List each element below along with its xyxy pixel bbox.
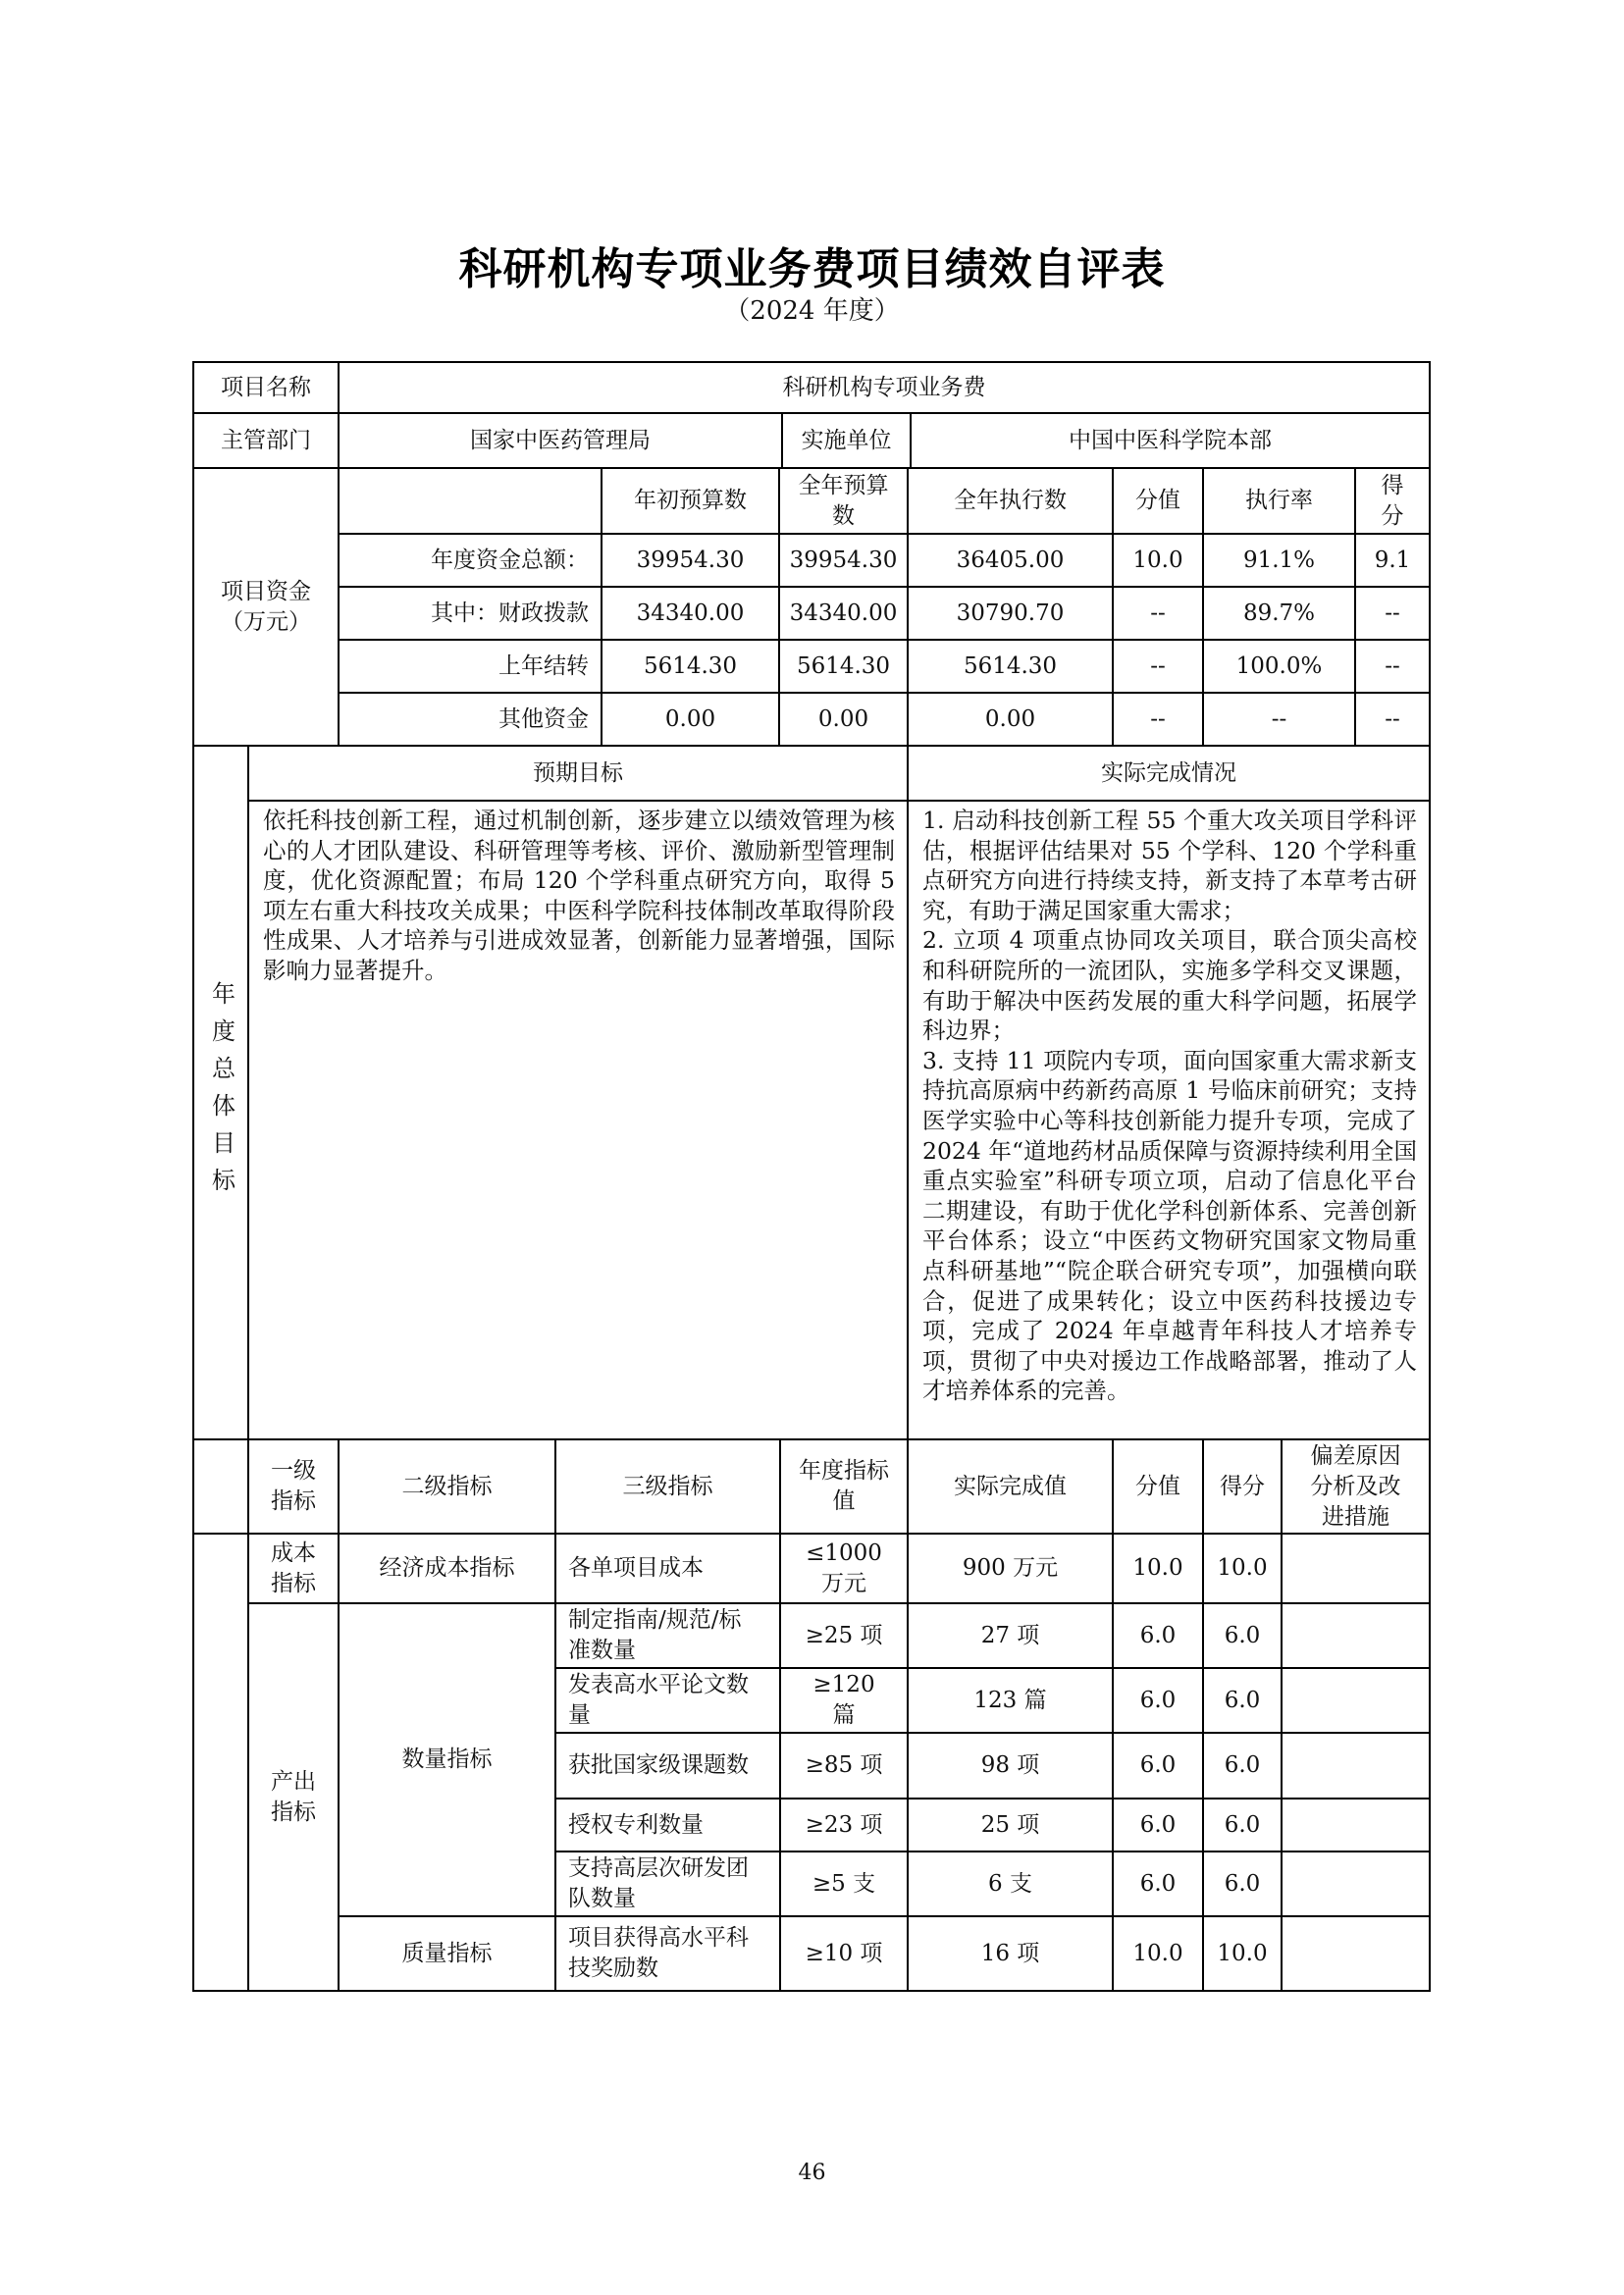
indicator-actual: 98 项 [907, 1732, 1114, 1799]
indicator-header-level1: 一级指标 [247, 1438, 340, 1535]
funds-score-value: 10.0 [1112, 533, 1204, 588]
funds-header-executed: 全年执行数 [907, 467, 1114, 535]
indicator-header-level3: 三级指标 [554, 1438, 781, 1535]
unit-value: 中国中医科学院本部 [910, 412, 1431, 469]
indicator-score: 10.0 [1202, 1533, 1283, 1604]
funds-score-value: -- [1112, 639, 1204, 694]
funds-header-score: 得分 [1354, 467, 1431, 535]
funds-score: -- [1354, 586, 1431, 641]
indicator-deviation [1281, 1533, 1431, 1604]
actual-item-1: 1. 启动科技创新工程 55 个重大攻关项目学科评估，根据评估结果对 55 个学科、120 个学科重点研究方向进行持续支持，新支持了本草考古研究，有助于满足国家重大需求； [922, 807, 1417, 924]
funds-executed: 0.00 [907, 692, 1114, 747]
indicator-score-value: 6.0 [1112, 1602, 1204, 1669]
indicator-deviation [1281, 1602, 1431, 1669]
page-subtitle: （2024 年度） [724, 296, 900, 326]
indicator-level3: 发表高水平论文数量 [554, 1667, 781, 1734]
funds-rate: -- [1202, 692, 1356, 747]
indicator-deviation [1281, 1732, 1431, 1799]
expected-goal-cell [247, 800, 909, 1440]
group-cost: 成本指标 [247, 1533, 340, 1604]
indicator-score: 6.0 [1202, 1667, 1283, 1734]
project-name-label: 项目名称 [192, 361, 340, 414]
actual-item-3: 3. 支持 11 项院内专项，面向国家重大需求新支持抗高原病中药新药高原 1 号临床前研究；支持医学实验中心等科技创新能力提升专项，完成了 2024 年“道地药材品质保障与资源持续利用全国重点实验室”科研专项立项，启动了信息化平台二期建设，有助于优化学科创新体系、完善创新平台体系；设立“中医药文物研究国家文物局重点科研基地”“院企联合研究专项”，加强横向联合，促进了成果转化；设立中医药科技援边专项，完成了 2024 年卓越青年科技人才培养专项，贯彻了中央对援边工作战略部署，推动了人才培养体系的完善。 [922, 1046, 1417, 1405]
actual-completion-header: 实际完成情况 [907, 745, 1431, 802]
indicator-score: 6.0 [1202, 1798, 1283, 1852]
indicator-actual: 123 篇 [907, 1667, 1114, 1734]
funds-score: -- [1354, 639, 1431, 694]
indicator-header-actual: 实际完成值 [907, 1438, 1114, 1535]
funds-executed: 5614.30 [907, 639, 1114, 694]
indicator-deviation [1281, 1798, 1431, 1852]
indicator-score-value: 6.0 [1112, 1732, 1204, 1799]
funds-rate: 100.0% [1202, 639, 1356, 694]
indicator-header-target: 年度指标值 [779, 1438, 909, 1535]
indicator-target: ≤1000万元 [779, 1533, 909, 1604]
funds-header-annual: 全年预算数 [778, 467, 909, 535]
indicator-level3: 项目获得高水平科技奖励数 [554, 1915, 781, 1992]
funds-annual: 5614.30 [778, 639, 909, 694]
funds-executed: 36405.00 [907, 533, 1114, 588]
funds-score: -- [1354, 692, 1431, 747]
funds-label-line2: （万元） [221, 608, 311, 635]
indicator-actual: 6 支 [907, 1851, 1114, 1917]
goals-side-label [192, 745, 249, 1440]
indicator-header-level2: 二级指标 [338, 1438, 556, 1535]
indicator-level3: 获批国家级课题数 [554, 1732, 781, 1799]
funds-executed: 30790.70 [907, 586, 1114, 641]
indicator-actual: 900 万元 [907, 1533, 1114, 1604]
indicator-target: ≥25 项 [779, 1602, 909, 1669]
indicator-actual: 27 项 [907, 1602, 1114, 1669]
group-economic-cost: 经济成本指标 [338, 1533, 556, 1604]
actual-item-2: 2. 立项 4 项重点协同攻关项目，联合顶尖高校和科研院所的一流团队，实施多学科交叉课题，有助于解决中医药发展的重大科学问题，拓展学科边界； [922, 926, 1417, 1045]
funds-header-score-value: 分值 [1112, 467, 1204, 535]
indicator-score: 6.0 [1202, 1851, 1283, 1917]
indicator-score-value: 6.0 [1112, 1667, 1204, 1734]
group-quality: 质量指标 [338, 1915, 556, 1992]
funds-initial: 39954.30 [601, 533, 780, 588]
indicator-level3: 支持高层次研发团队数量 [554, 1851, 781, 1917]
indicator-score-value: 10.0 [1112, 1533, 1204, 1604]
indicator-target: ≥120 篇 [779, 1667, 909, 1734]
group-quantity: 数量指标 [338, 1602, 556, 1917]
expected-goal-header: 预期目标 [247, 745, 909, 802]
funds-label-line1: 项目资金 [221, 578, 311, 604]
indicator-score: 6.0 [1202, 1732, 1283, 1799]
indicator-actual: 16 项 [907, 1915, 1114, 1992]
indicator-deviation [1281, 1915, 1431, 1992]
expected-goal-text: 依托科技创新工程，通过机制创新，逐步建立以绩效管理为核心的人才团队建设、科研管理等考核、评价、激励新型管理制度，优化资源配置；布局 120 个学科重点研究方向，取得 5 项左右重大科技攻关成果；中医科学院科技体制改革取得阶段性成果、人才培养与引进成效显著，创新能力显著增强，国际影响力显著提升。 [263, 807, 895, 984]
unit-label: 实施单位 [781, 412, 912, 469]
indicator-actual: 25 项 [907, 1798, 1114, 1852]
indicator-level3: 各单项目成本 [554, 1533, 781, 1604]
indicator-deviation [1281, 1667, 1431, 1734]
indicator-header-score: 得分 [1202, 1438, 1283, 1535]
page-number: 46 [798, 2161, 826, 2185]
group-output: 产出指标 [247, 1602, 340, 1992]
indicator-side-blank [192, 1438, 249, 1535]
funds-row-label: 年度资金总额： [338, 533, 602, 588]
indicator-target: ≥5 支 [779, 1851, 909, 1917]
dept-value: 国家中医药管理局 [338, 412, 783, 469]
indicator-target: ≥85 项 [779, 1732, 909, 1799]
project-name-value: 科研机构专项业务费 [338, 361, 1431, 414]
indicator-target: ≥23 项 [779, 1798, 909, 1852]
funds-annual: 0.00 [778, 692, 909, 747]
indicator-score-value: 6.0 [1112, 1851, 1204, 1917]
funds-initial: 5614.30 [601, 639, 780, 694]
indicator-header-score-value: 分值 [1112, 1438, 1204, 1535]
funds-label [192, 467, 340, 747]
funds-initial: 0.00 [601, 692, 780, 747]
indicator-score: 6.0 [1202, 1602, 1283, 1669]
actual-completion-cell [907, 800, 1431, 1440]
funds-row-label: 上年结转 [338, 639, 602, 694]
indicator-level3: 制定指南/规范/标准数量 [554, 1602, 781, 1669]
indicator-score: 10.0 [1202, 1915, 1283, 1992]
indicator-body-side-blank [192, 1533, 249, 1992]
funds-score-value: -- [1112, 692, 1204, 747]
dept-label: 主管部门 [192, 412, 340, 469]
funds-annual: 39954.30 [778, 533, 909, 588]
indicator-level3: 授权专利数量 [554, 1798, 781, 1852]
goals-side-label-text: 年度总体目标 [207, 980, 236, 1205]
indicator-target: ≥10 项 [779, 1915, 909, 1992]
funds-row-label: 其他资金 [338, 692, 602, 747]
page-title: 科研机构专项业务费项目绩效自评表 [458, 244, 1166, 294]
funds-annual: 34340.00 [778, 586, 909, 641]
funds-row-label: 其中：财政拨款 [338, 586, 602, 641]
funds-score: 9.1 [1354, 533, 1431, 588]
funds-rate: 89.7% [1202, 586, 1356, 641]
funds-score-value: -- [1112, 586, 1204, 641]
funds-rate: 91.1% [1202, 533, 1356, 588]
funds-header-blank [338, 467, 602, 535]
funds-header-rate: 执行率 [1202, 467, 1356, 535]
funds-initial: 34340.00 [601, 586, 780, 641]
indicator-header-deviation: 偏差原因分析及改进措施 [1281, 1438, 1431, 1535]
indicator-deviation [1281, 1851, 1431, 1917]
funds-header-initial: 年初预算数 [601, 467, 780, 535]
indicator-score-value: 10.0 [1112, 1915, 1204, 1992]
indicator-score-value: 6.0 [1112, 1798, 1204, 1852]
